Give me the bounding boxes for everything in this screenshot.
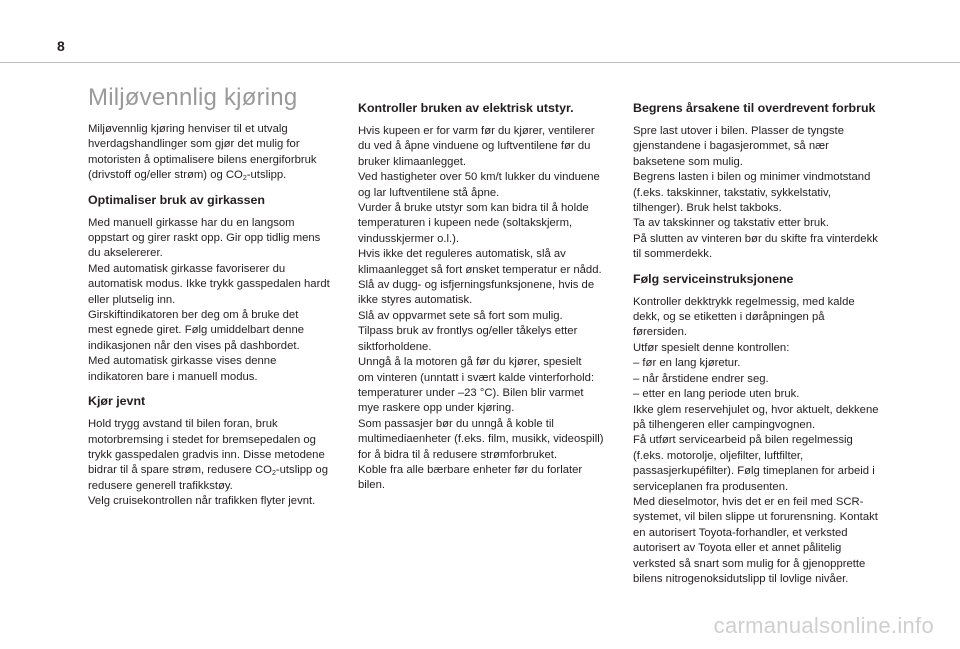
- section-heading-service-instructions: Følg serviceinstruksjonene: [633, 271, 794, 286]
- section-heading-electrical-equipment: Kontroller bruken av elektrisk utstyr.: [358, 101, 574, 115]
- section-heading-gearbox: Optimaliser bruk av girkassen: [88, 192, 265, 207]
- limit-consumption-paragraph: Spre last utover i bilen. Plasser de tyngste gjenstandene i bagasjerommet, så nær baksetene som mulig. Begrens lasten i bilen og minimer vindmotstand (f.eks. takskinner, takstativ, sykkelstativ, tilhenger). Bruk helst takboks. Ta av takskinner og takstativ etter bruk. På slutten av vinteren bør du skifte fra vinterdekk til sommerdekk.: [633, 125, 878, 261]
- top-rule: [0, 62, 960, 63]
- column-3: [633, 100, 890, 595]
- section-heading-limit-consumption: Begrens årsakene til overdrevent forbruk: [633, 101, 876, 115]
- electrical-equipment-paragraph: Hvis kupeen er for varm før du kjører, ventilerer du ved å åpne vinduene og luftventilene før du bruker klimaanlegget. Ved hastigheter over 50 km/t lukker du vinduene og lar luftventilene stå åpne. Vurder å bruke utstyr som kan bidra til å holde temperaturen i kupeen nede (soltakskjerm, vindusskjermer o.l.). Hvis ikke det reguleres automatisk, slå av klimaanlegget så fort ønsket temperatur er nådd. Slå av dugg- og isfjerningsfunksjonene, hvis de ikke styres automatisk. Slå av oppvarmet sete så fort som mulig. Tilpass bruk av frontlys og/eller tåkelys etter siktforholdene. Unngå å la motoren gå før du kjører, spesielt om vinteren (unntatt i svært kalde vinterforhold: temperaturer under –23 °C). Bilen blir varmet mye raskere opp under kjøring. Som passasjer bør du unngå å koble til multimediaenheter (f.eks. film, musikk, videospill) for å bidra til å redusere strømforbruket. Koble fra alle bærbare enheter før du forlater bilen.: [358, 125, 604, 492]
- column-2: [358, 100, 615, 502]
- gearbox-paragraph: Med manuell girkasse har du en langsom oppstart og girer raskt opp. Gir opp tidlig mens du akselererer. Med automatisk girkasse favoriserer du automatisk modus. Ikke trykk gasspedalen hardt eller plutselig inn. Girskiftindikatoren ber deg om å bruke det mest egnede giret. Følg umiddelbart denne indikasjonen når den vises på dashbordet. Med automatisk girkasse vises denne indikatoren bare i manuell modus.: [88, 216, 330, 383]
- watermark-logo: carmanualsonline.info: [713, 613, 934, 638]
- drive-smoothly-paragraph: Hold trygg avstand til bilen foran, bruk motorbremsing i stedet for bremsepedalen og trykk gasspedalen gradvis inn. Disse metodene bidrar til å spare strøm, redusere $CO_2$-utslipp og redusere generell trafikkstøy. Velg cruisekontrollen når trafikken flyter jevnt.: [88, 418, 328, 508]
- service-instructions-paragraph: Kontroller dekktrykk regelmessig, med kalde dekk, og se etiketten i døråpningen på førersiden. Utfør spesielt denne kontrollen: – før en lang kjøretur. – når årstidene endrer seg. – etter en lang periode uten bruk. Ikke glem reservehjulet og, hvor aktuelt, dekkene på tilhengeren eller campingvognen. Få utført servicearbeid på bilen regelmessig (f.eks. motorolje, oljefilter, luftfilter, passasjerkupéfilter). Følg timeplanen for arbeid i serviceplanen fra produsenten. Med dieselmotor, hvis det er en feil med SCR- systemet, vil bilen slippe ut forurensning. Kontakt en autorisert Toyota-forhandler, et verksted autorisert av Toyota eller et annet pålitelig verksted så snart som mulig for å gjenopprette bilens nitrogenoksidutslipp til lovlige nivåer.: [633, 295, 879, 585]
- intro-paragraph: Miljøvennlig kjøring henviser til et utvalg hverdagshandlinger som gjør det mulig for motoristen å optimalisere bilens energiforbruk (drivstoff og/eller strøm) og $CO_2$-utslipp.: [88, 123, 317, 183]
- page-title: Miljøvennlig kjøring: [88, 84, 298, 111]
- column-1: [88, 84, 345, 518]
- page-number: 8: [57, 38, 65, 54]
- section-heading-drive-smoothly: Kjør jevnt: [88, 394, 146, 409]
